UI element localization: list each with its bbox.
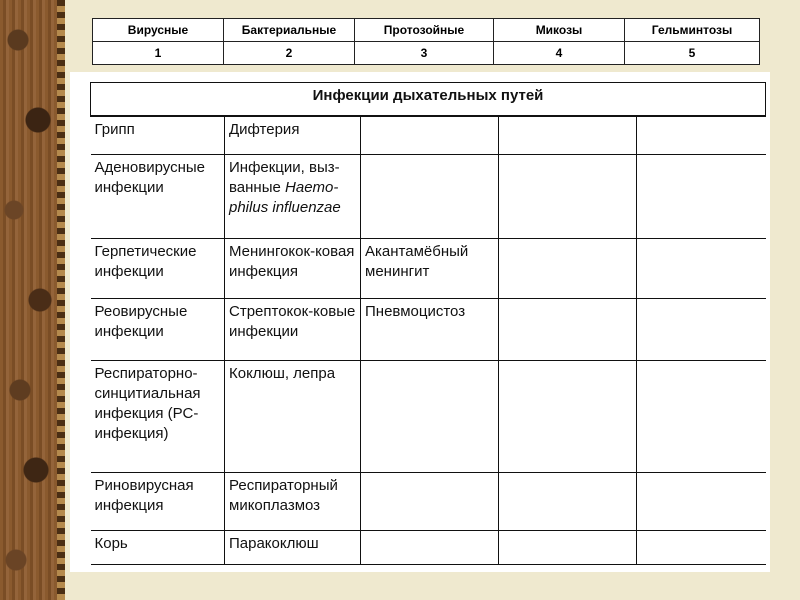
header-helminth: Гельминтозы — [625, 19, 760, 42]
cell-helminth — [637, 298, 766, 360]
cell-viral: Реовирусные инфекции — [91, 298, 225, 360]
cell-mycoses — [499, 154, 637, 238]
cell-mycoses — [499, 238, 637, 298]
table-sheet — [70, 72, 770, 572]
cell-mycoses — [499, 360, 637, 472]
header-row — [93, 19, 760, 42]
cell-viral: Герпетические инфекции — [91, 238, 225, 298]
infections-table — [90, 82, 766, 565]
cell-protozoal: Акантамёбный менингит — [361, 238, 499, 298]
cell-bacterial: Коклюш, лепра — [225, 360, 361, 472]
header-protozoal: Протозойные — [355, 19, 494, 42]
cell-helminth — [637, 360, 766, 472]
column-number-3: 3 — [355, 42, 494, 65]
cell-viral: Риновирусная инфекция — [91, 472, 225, 530]
cell-viral: Респираторно-синцитиальная инфекция (РС-инфекция) — [91, 360, 225, 472]
header-bacterial: Бактериальные — [224, 19, 355, 42]
cell-mycoses — [499, 116, 637, 154]
cell-bacterial-text: Инфекции, выз-ванные — [229, 158, 340, 196]
table-row — [91, 530, 766, 564]
table-row — [91, 360, 766, 472]
cell-helminth — [637, 116, 766, 154]
cell-protozoal: Пневмоцистоз — [361, 298, 499, 360]
header-viral: Вирусные — [93, 19, 224, 42]
cell-protozoal — [361, 472, 499, 530]
cell-protozoal — [361, 116, 499, 154]
cell-viral: Грипп — [91, 116, 225, 154]
table-row — [91, 298, 766, 360]
cell-viral: Аденовирусные инфекции — [91, 154, 225, 238]
cell-protozoal — [361, 154, 499, 238]
cell-helminth — [637, 154, 766, 238]
section-title: Инфекции дыхательных путей — [91, 83, 766, 117]
cell-mycoses — [499, 530, 637, 564]
cell-viral: Корь — [91, 530, 225, 564]
cell-bacterial: Респираторный микоплазмоз — [225, 472, 361, 530]
cell-bacterial: Менингокок-ковая инфекция — [225, 238, 361, 298]
section-header-row — [91, 83, 766, 117]
cell-mycoses — [499, 472, 637, 530]
table-row — [91, 154, 766, 238]
cell-mycoses — [499, 298, 637, 360]
number-row — [93, 42, 760, 65]
cell-bacterial — [225, 154, 361, 238]
decorative-border — [57, 0, 65, 600]
column-number-5: 5 — [625, 42, 760, 65]
decorative-side-strip — [0, 0, 57, 600]
cell-helminth — [637, 472, 766, 530]
table-row — [91, 472, 766, 530]
cell-bacterial: Дифтерия — [225, 116, 361, 154]
column-header-table — [92, 18, 760, 65]
cell-bacterial: Паракоклюш — [225, 530, 361, 564]
cell-protozoal — [361, 530, 499, 564]
column-number-4: 4 — [494, 42, 625, 65]
table-row — [91, 238, 766, 298]
column-number-1: 1 — [93, 42, 224, 65]
cell-bacterial-italic: Haemo-philus influenzae — [229, 178, 341, 216]
column-number-2: 2 — [224, 42, 355, 65]
table-row — [91, 116, 766, 154]
header-mycoses: Микозы — [494, 19, 625, 42]
cell-helminth — [637, 238, 766, 298]
cell-helminth — [637, 530, 766, 564]
cell-protozoal — [361, 360, 499, 472]
cell-bacterial: Стрептокок-ковые инфекции — [225, 298, 361, 360]
